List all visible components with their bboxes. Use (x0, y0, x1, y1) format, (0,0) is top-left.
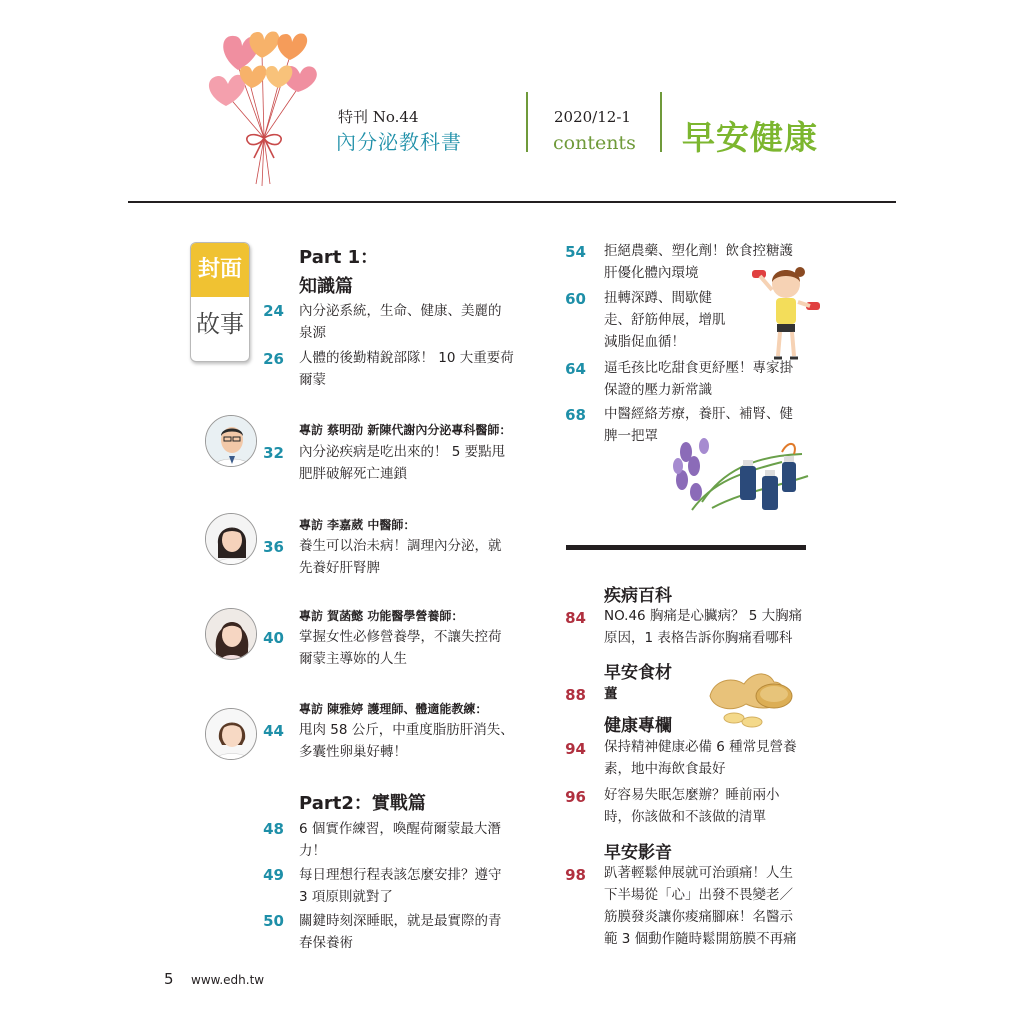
entry-line: 好容易失眠怎麼辦？睡前兩小 (604, 787, 780, 803)
page-number: 54 (565, 243, 586, 261)
contents-label: contents (553, 132, 636, 154)
entry-line: 薑 (604, 686, 618, 702)
section-title: 早安食材 (604, 663, 672, 683)
cover-story-badge (190, 242, 250, 362)
entry-line: 保證的壓力新常識 (604, 382, 712, 398)
entry-line: 保持精神健康必備 6 種常見營養 (604, 739, 797, 755)
entry-line: 春保養術 (299, 935, 353, 951)
page-number: 96 (565, 788, 586, 806)
interview-byline: 專訪 蔡明劭 新陳代謝內分泌專科醫師： (299, 423, 512, 437)
page-number: 94 (565, 740, 586, 758)
toc-entry[interactable] (299, 910, 531, 954)
page-number: 49 (263, 866, 284, 884)
entry-line: 趴著輕鬆伸展就可治頭痛！人生 (604, 865, 793, 881)
entry-line: 時，你該做和不該做的清單 (604, 809, 766, 825)
page-number: 84 (565, 609, 586, 627)
entry-line: 扭轉深蹲、間歇健 (604, 290, 712, 306)
entry-line: 6 個實作練習，喚醒荷爾蒙最大潛 (299, 821, 501, 837)
footer-page-number: 5 (164, 970, 174, 988)
entry-line: 掌握女性必修營養學，不讓失控荷 (299, 629, 502, 645)
entry-line: 內分泌系統，生命、健康、美麗的 (299, 303, 502, 319)
entry-line: 肥胖破解死亡連鎖 (299, 466, 407, 482)
entry-line: 素，地中海飲食最好 (604, 761, 726, 777)
entry-line: 多囊性卵巢好轉！ (299, 744, 407, 760)
entry-line: 脾一把罩 (604, 428, 658, 444)
entry-line: 養生可以治未病！調理內分泌，就 (299, 538, 502, 554)
toc-entry[interactable] (604, 862, 818, 950)
toc-entry[interactable] (299, 347, 531, 391)
toc-entry[interactable] (299, 818, 531, 862)
section-title: 早安影音 (604, 843, 672, 863)
issue-date: 2020/12-1 (554, 108, 631, 126)
entry-line: 人體的後勤精銳部隊！ 10 大重要荷 (299, 350, 514, 366)
page-number: 32 (263, 444, 284, 462)
entry-line: 泉源 (299, 325, 326, 341)
entry-line: 3 項原則就對了 (299, 889, 393, 905)
lavender-oil-illustration (672, 432, 812, 514)
toc-entry[interactable] (604, 784, 818, 828)
header-rule (128, 201, 896, 203)
page-number: 36 (263, 538, 284, 556)
page-number: 48 (263, 820, 284, 838)
page-number: 40 (263, 629, 284, 647)
footer-url[interactable]: www.edh.tw (191, 973, 265, 987)
exercise-girl-illustration (750, 262, 822, 362)
heart-balloons-illustration (198, 26, 334, 190)
page-number: 24 (263, 302, 284, 320)
entry-line: 關鍵時刻深睡眠，就是最實際的青 (299, 913, 502, 929)
header-divider (660, 92, 662, 152)
toc-entry[interactable] (299, 864, 531, 908)
toc-entry[interactable] (604, 605, 818, 649)
toc-entry[interactable] (299, 300, 531, 344)
interview-byline: 專訪 李嘉葳 中醫師： (299, 518, 416, 532)
page-number: 60 (565, 290, 586, 308)
entry-line: 原因，1 表格告訴你胸痛看哪科 (604, 630, 793, 646)
section-divider (566, 545, 806, 550)
page-number: 98 (565, 866, 586, 884)
interview-byline: 專訪 賀菡懿 功能醫學營養師： (299, 609, 464, 623)
entry-line: 走、舒筋伸展，增肌 (604, 312, 726, 328)
page-number: 64 (565, 360, 586, 378)
section-title: 疾病百科 (604, 586, 672, 606)
toc-entry[interactable] (604, 736, 818, 780)
entry-line: 力！ (299, 843, 326, 859)
issue-number: 特刊 No.44 (338, 108, 419, 126)
entry-line: 先養好肝腎脾 (299, 560, 380, 576)
entry-line: 下半場從「心」出發不畏變老／ (604, 887, 793, 903)
page-number: 50 (263, 912, 284, 930)
entry-line: 減脂促血循！ (604, 334, 685, 350)
toc-entry[interactable] (604, 357, 818, 401)
entry-line: 逼毛孩比吃甜食更紓壓！專家掛 (604, 360, 793, 376)
toc-entry[interactable] (604, 287, 744, 353)
entry-line: 中醫經絡芳療，養肝、補腎、健 (604, 406, 793, 422)
ginger-illustration (704, 656, 796, 732)
part1-subtitle: 知識篇 (299, 276, 353, 297)
issue-title: 內分泌教科書 (336, 130, 462, 154)
toc-entry[interactable] (299, 719, 531, 763)
page-number: 88 (565, 686, 586, 704)
entry-line: 範 3 個動作隨時鬆開筋膜不再痛 (604, 931, 797, 947)
entry-line: 每日理想行程表該怎麼安排？遵守 (299, 867, 502, 883)
page-number: 26 (263, 350, 284, 368)
header-divider (526, 92, 528, 152)
toc-entry[interactable] (299, 535, 531, 579)
entry-line: 筋膜發炎讓你痠痛腳麻！名醫示 (604, 909, 793, 925)
page-number: 68 (565, 406, 586, 424)
entry-line: 拒絕農藥、塑化劑！飲食控糖護 (604, 243, 793, 259)
toc-entry[interactable] (299, 441, 531, 485)
toc-entry[interactable] (299, 626, 531, 670)
entry-line: 甩肉 58 公斤，中重度脂肪肝消失、 (299, 722, 514, 738)
toc-entry[interactable] (604, 683, 664, 705)
entry-line: NO.46 胸痛是心臟病？ 5 大胸痛 (604, 608, 803, 624)
page-number: 44 (263, 722, 284, 740)
cover-label: 封面 (191, 243, 249, 297)
entry-line: 爾蒙主導妳的人生 (299, 651, 407, 667)
part2-title: Part2：實戰篇 (299, 793, 426, 814)
story-label: 故事 (196, 310, 244, 338)
entry-line: 內分泌疾病是吃出來的！ 5 要點甩 (299, 444, 506, 460)
section-title: 健康專欄 (604, 716, 672, 736)
entry-line: 肝優化體內環境 (604, 265, 699, 281)
part1-title: Part 1： (299, 247, 379, 268)
brand-logo: 早安健康 (682, 118, 818, 157)
interview-byline: 專訪 陳雅婷 護理師、體適能教練： (299, 702, 488, 716)
entry-line: 爾蒙 (299, 372, 326, 388)
